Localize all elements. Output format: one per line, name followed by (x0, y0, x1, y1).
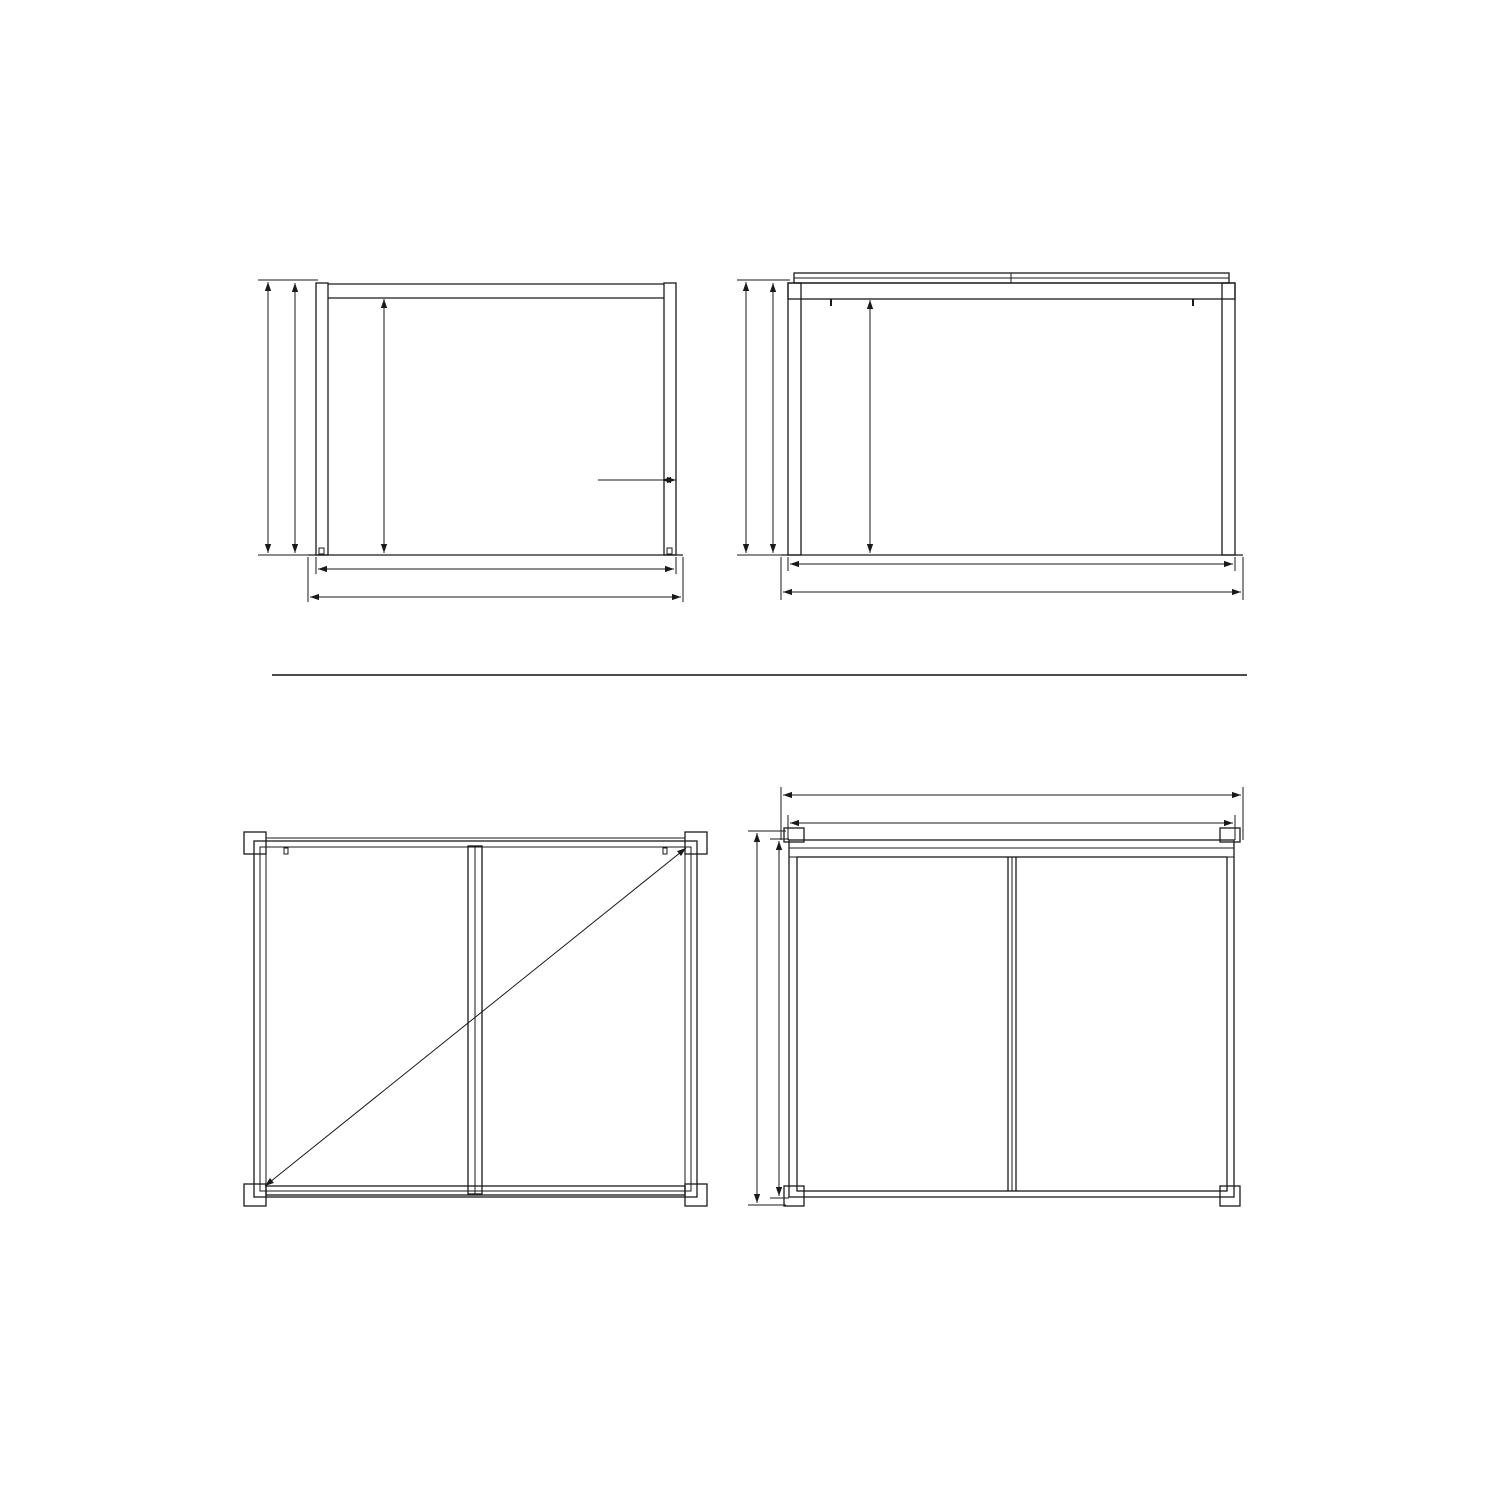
front-post (788, 283, 801, 555)
back-post (1222, 283, 1235, 555)
left-post (316, 283, 328, 555)
plan-view (244, 832, 707, 1206)
roof-view (748, 787, 1243, 1206)
side-view-right (737, 273, 1243, 600)
side-view-left (258, 280, 683, 602)
right-post (664, 283, 676, 555)
